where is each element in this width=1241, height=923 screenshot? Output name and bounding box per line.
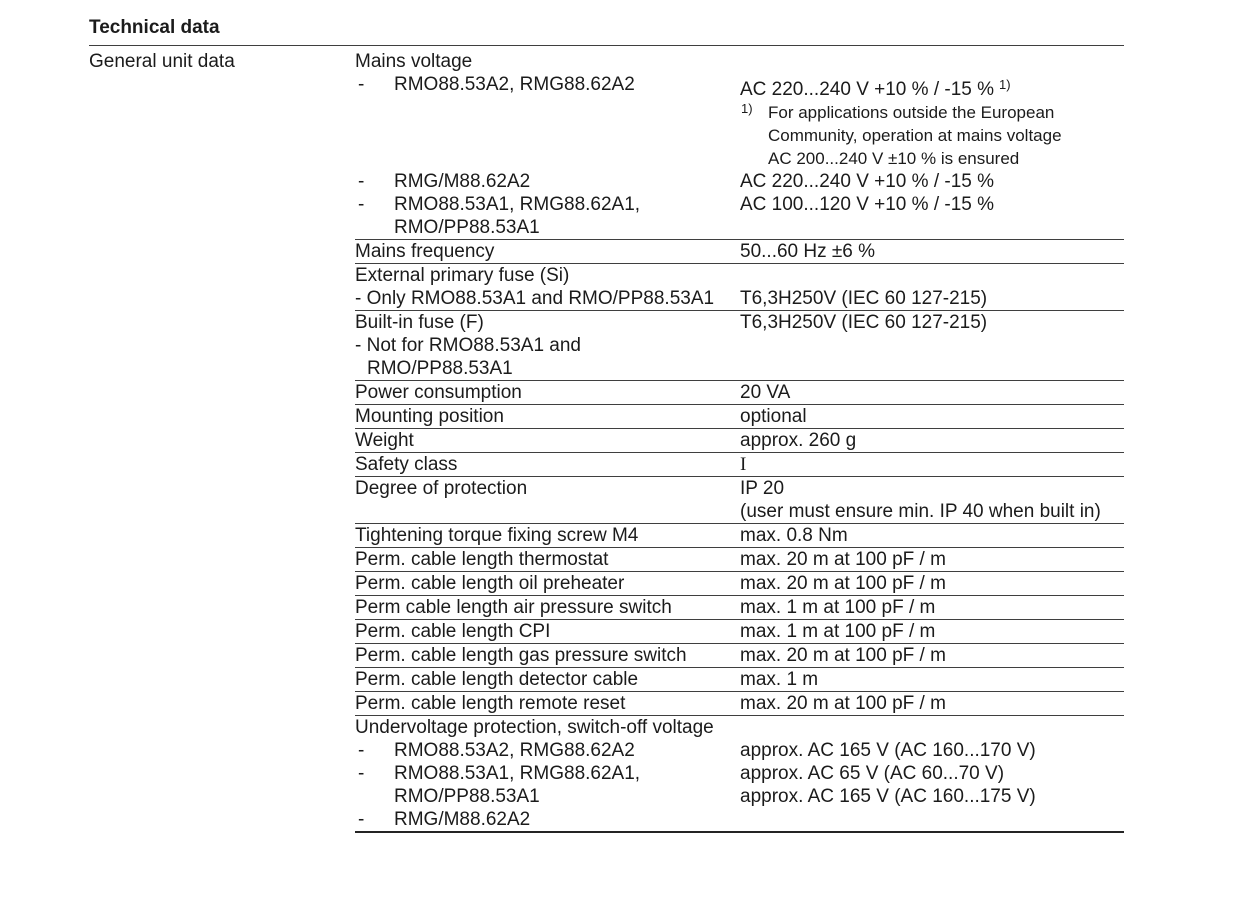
table-row-cable-length-detector-cable: [355, 668, 1124, 692]
table-line: [355, 170, 1124, 193]
table-line: [355, 620, 1124, 643]
param-cell: [355, 334, 740, 357]
param-cell: [355, 762, 740, 785]
param-text: Perm. cable length thermostat: [355, 549, 609, 570]
param-cell: [355, 716, 740, 739]
param-cell: [355, 101, 740, 124]
table-row-mains-frequency: [355, 240, 1124, 264]
footnote-text: AC 200...240 V ±10 % is ensured: [768, 149, 1020, 168]
param-text: Tightening torque fixing screw M4: [355, 525, 639, 546]
table-line: [355, 739, 1124, 762]
param-text: Perm. cable length CPI: [355, 621, 551, 642]
param-cell: [355, 453, 740, 476]
value-cell: [740, 216, 1124, 239]
param-text: Mains frequency: [355, 241, 495, 262]
table-row-cable-length-thermostat: [355, 548, 1124, 572]
value-text: approx. 260 g: [740, 430, 857, 451]
value-cell: [740, 240, 1124, 263]
value-cell: [740, 808, 1124, 831]
table-line: [355, 548, 1124, 571]
param-cell: [355, 147, 740, 170]
value-cell: [740, 620, 1124, 643]
dash-bullet: -: [358, 171, 365, 192]
footnote-text: Community, operation at mains voltage: [768, 126, 1062, 145]
table-line: [355, 429, 1124, 452]
technical-data-table: [355, 46, 1124, 833]
param-text: Built-in fuse (F): [355, 312, 484, 333]
param-text: RMO/PP88.53A1: [394, 217, 540, 238]
table-line: [355, 334, 1124, 357]
param-cell: [355, 193, 740, 216]
param-text: Perm. cable length detector cable: [355, 669, 639, 690]
table-line: [355, 101, 1124, 124]
value-cell: [740, 334, 1124, 357]
table-line: [355, 357, 1124, 380]
section-label-general-unit-data: [89, 46, 355, 73]
value-text: (user must ensure min. IP 40 when built in): [740, 501, 1101, 522]
param-cell: [355, 287, 740, 310]
table-row-cable-length-oil-preheater: [355, 572, 1124, 596]
table-line: [355, 716, 1124, 739]
table-line: [355, 500, 1124, 523]
table-line: [355, 762, 1124, 785]
value-cell: [740, 453, 1124, 476]
footnote-ref: 1): [999, 77, 1011, 92]
param-text: RMO/PP88.53A1: [394, 786, 540, 807]
param-cell: [355, 620, 740, 643]
param-text: Perm. cable length gas pressure switch: [355, 645, 687, 666]
param-cell: [355, 405, 740, 428]
value-cell: [740, 548, 1124, 571]
value-text: approx. AC 65 V (AC 60...70 V): [740, 763, 1005, 784]
dash-bullet: -: [358, 194, 365, 215]
param-text: Undervoltage protection, switch-off voltage: [355, 717, 714, 738]
value-cell: [740, 739, 1124, 762]
section-label: General unit data: [89, 51, 235, 72]
value-text: max. 1 m at 100 pF / m: [740, 621, 936, 642]
table-line: [355, 692, 1124, 715]
value-cell: [740, 193, 1124, 216]
param-text: RMG/M88.62A2: [394, 171, 531, 192]
param-text: Power consumption: [355, 382, 522, 403]
value-cell: [740, 524, 1124, 547]
value-cell: [740, 311, 1124, 334]
table-row-cable-length-cpi: [355, 620, 1124, 644]
param-cell: [355, 50, 740, 73]
table-line: [355, 50, 1124, 73]
param-cell: [355, 524, 740, 547]
param-cell: [355, 477, 740, 500]
param-text: RMO88.53A2, RMG88.62A2: [394, 74, 635, 95]
table-line: [355, 311, 1124, 334]
param-cell: [355, 124, 740, 147]
param-text: RMO88.53A2, RMG88.62A2: [394, 740, 635, 761]
table-line: [355, 381, 1124, 404]
table-row-external-primary-fuse: [355, 264, 1124, 311]
value-text: max. 20 m at 100 pF / m: [740, 549, 946, 570]
value-cell: [740, 381, 1124, 404]
param-cell: [355, 644, 740, 667]
value-text: max. 1 m: [740, 669, 819, 690]
param-text: RMO88.53A1, RMG88.62A1,: [394, 763, 641, 784]
param-cell: [355, 311, 740, 334]
table-row-tightening-torque-m4: [355, 524, 1124, 548]
value-text: I: [740, 454, 747, 475]
value-cell: [740, 500, 1124, 523]
param-text: RMO88.53A1, RMG88.62A1,: [394, 194, 641, 215]
value-cell: [740, 287, 1124, 310]
value-text: IP 20: [740, 478, 785, 499]
value-text: max. 20 m at 100 pF / m: [740, 693, 946, 714]
table-row-cable-length-gas-pressure-switch: [355, 644, 1124, 668]
table-line: [355, 596, 1124, 619]
table-line: [355, 453, 1124, 476]
param-cell: [355, 264, 740, 287]
table-line: [355, 287, 1124, 310]
value-cell: [740, 477, 1124, 500]
value-text: 50...60 Hz ±6 %: [740, 241, 876, 262]
value-cell: [740, 264, 1124, 287]
table-line: [355, 808, 1124, 831]
value-text: AC 220...240 V +10 % / -15 %: [740, 79, 995, 100]
table-row-cable-length-remote-reset: [355, 692, 1124, 716]
table-row-power-consumption: [355, 381, 1124, 405]
page-title: Technical data: [89, 16, 1124, 46]
table-line: [355, 147, 1124, 170]
value-cell: [740, 572, 1124, 595]
value-cell: [740, 785, 1124, 808]
param-cell: [355, 357, 740, 380]
table-line: [355, 405, 1124, 428]
value-text: max. 1 m at 100 pF / m: [740, 597, 936, 618]
value-cell: [740, 716, 1124, 739]
footnote-marker: 1): [741, 101, 753, 116]
param-cell: [355, 240, 740, 263]
table-line: [355, 668, 1124, 691]
value-cell: [740, 405, 1124, 428]
param-cell: [355, 596, 740, 619]
dash-bullet: -: [358, 740, 365, 761]
value-cell: [740, 692, 1124, 715]
param-cell: [355, 668, 740, 691]
value-cell: [740, 357, 1124, 380]
table-row-degree-of-protection: [355, 477, 1124, 524]
param-cell: [355, 548, 740, 571]
param-cell: [355, 572, 740, 595]
table-row-undervoltage-protection: [355, 716, 1124, 833]
table-line: [355, 785, 1124, 808]
param-text: RMG/M88.62A2: [394, 809, 531, 830]
technical-data-section: [89, 46, 1124, 833]
value-text: approx. AC 165 V (AC 160...175 V): [740, 786, 1036, 807]
param-text: Perm. cable length remote reset: [355, 693, 626, 714]
footnote-text: For applications outside the European: [768, 103, 1055, 122]
param-text: Mounting position: [355, 406, 504, 427]
value-cell: [740, 101, 1124, 124]
param-cell: [355, 170, 740, 193]
table-row-weight: [355, 429, 1124, 453]
value-text: 20 VA: [740, 382, 791, 403]
param-cell: [355, 692, 740, 715]
value-text: T6,3H250V (IEC 60 127-215): [740, 312, 988, 333]
param-text: Degree of protection: [355, 478, 528, 499]
page: [89, 16, 1124, 833]
value-text: AC 220...240 V +10 % / -15 %: [740, 171, 995, 192]
table-line: [355, 644, 1124, 667]
param-text: Mains voltage: [355, 51, 473, 72]
value-cell: [740, 147, 1124, 170]
table-row-built-in-fuse: [355, 311, 1124, 381]
param-text: Perm cable length air pressure switch: [355, 597, 672, 618]
param-text: - Not for RMO88.53A1 and: [355, 335, 581, 356]
dash-bullet: -: [358, 763, 365, 784]
table-line: [355, 524, 1124, 547]
value-cell: [740, 429, 1124, 452]
dash-bullet: -: [358, 74, 365, 95]
value-cell: [740, 73, 1124, 101]
value-text: approx. AC 165 V (AC 160...170 V): [740, 740, 1036, 761]
value-cell: [740, 644, 1124, 667]
param-text: External primary fuse (Si): [355, 265, 570, 286]
table-line: [355, 124, 1124, 147]
table-line: [355, 216, 1124, 239]
param-cell: [355, 808, 740, 831]
table-line: [355, 264, 1124, 287]
table-row-cable-length-air-pressure-switch: [355, 596, 1124, 620]
value-text: max. 20 m at 100 pF / m: [740, 573, 946, 594]
param-cell: [355, 785, 740, 808]
param-text: RMO/PP88.53A1: [367, 358, 513, 379]
table-row-mains-voltage: [355, 46, 1124, 240]
param-cell: [355, 381, 740, 404]
dash-bullet: -: [358, 809, 365, 830]
param-text: Safety class: [355, 454, 458, 475]
value-cell: [740, 596, 1124, 619]
param-cell: [355, 739, 740, 762]
table-line: [355, 572, 1124, 595]
table-row-safety-class: [355, 453, 1124, 477]
param-cell: [355, 500, 740, 523]
value-cell: [740, 668, 1124, 691]
param-text: Weight: [355, 430, 414, 451]
param-cell: [355, 429, 740, 452]
table-line: [355, 73, 1124, 101]
param-text: - Only RMO88.53A1 and RMO/PP88.53A1: [355, 288, 715, 309]
value-text: AC 100...120 V +10 % / -15 %: [740, 194, 995, 215]
param-cell: [355, 216, 740, 239]
value-cell: [740, 50, 1124, 73]
value-text: max. 20 m at 100 pF / m: [740, 645, 946, 666]
table-row-mounting-position: [355, 405, 1124, 429]
param-cell: [355, 73, 740, 101]
table-line: [355, 477, 1124, 500]
param-text: Perm. cable length oil preheater: [355, 573, 625, 594]
value-text: max. 0.8 Nm: [740, 525, 848, 546]
table-line: [355, 193, 1124, 216]
value-text: T6,3H250V (IEC 60 127-215): [740, 288, 988, 309]
value-text: optional: [740, 406, 807, 427]
value-cell: [740, 762, 1124, 785]
table-line: [355, 240, 1124, 263]
value-cell: [740, 124, 1124, 147]
value-cell: [740, 170, 1124, 193]
